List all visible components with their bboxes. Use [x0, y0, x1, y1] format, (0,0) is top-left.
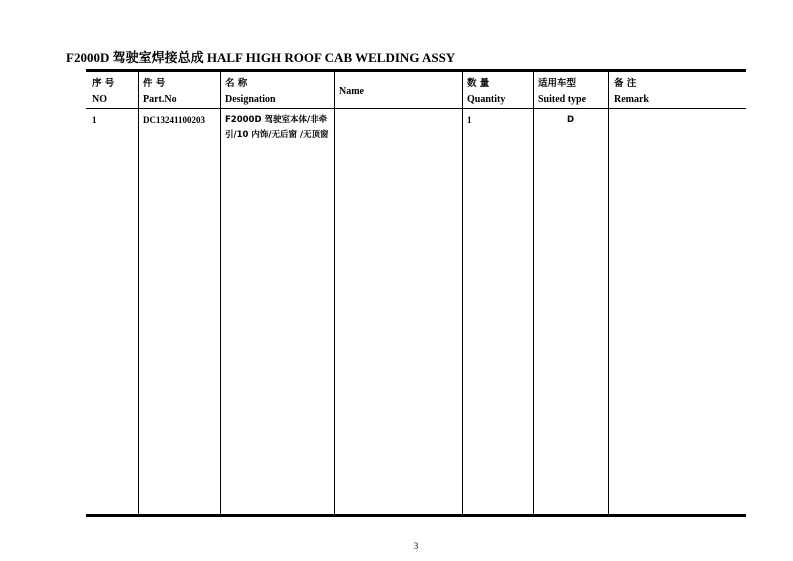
header-suited-type-en: Suited type	[538, 94, 587, 105]
header-suited-type-cn: 适用车型	[538, 78, 577, 89]
table-top-rule	[86, 69, 746, 72]
row-designation: F2000D 驾驶室本体/非牵引/10 内饰/无后窗 /无顶窗	[225, 115, 329, 140]
header-remark-cn: 备 注	[614, 78, 637, 89]
header-part-no	[143, 76, 177, 108]
header-quantity-en: Quantity	[467, 94, 506, 105]
header-remark	[614, 76, 649, 108]
table-bottom-rule	[86, 514, 746, 517]
row-suited-type: D	[567, 115, 575, 125]
header-quantity-cn: 数 量	[467, 78, 490, 89]
header-part-no-en: Part.No	[143, 94, 177, 105]
column-divider	[138, 72, 139, 514]
header-designation-en: Designation	[225, 94, 276, 105]
header-no	[92, 76, 114, 108]
header-name: Name	[339, 86, 364, 97]
column-divider	[334, 72, 335, 514]
row-part-no: DC13241100203	[143, 115, 206, 125]
table-header-rule	[86, 108, 746, 109]
header-designation-cn: 名 称	[225, 78, 248, 89]
column-divider	[462, 72, 463, 514]
header-suited-type	[538, 76, 586, 108]
header-part-no-cn: 件 号	[143, 78, 166, 89]
header-designation	[225, 76, 276, 108]
header-no-cn: 序 号	[92, 78, 115, 89]
header-quantity	[467, 76, 505, 108]
header-no-en: NO	[92, 94, 107, 105]
header-remark-en: Remark	[614, 94, 649, 105]
row-quantity: 1	[467, 115, 472, 125]
document-title: F2000D 驾驶室焊接总成 HALF HIGH ROOF CAB WELDING ASSY	[66, 50, 456, 65]
column-divider	[220, 72, 221, 514]
row-no: 1	[92, 115, 97, 125]
column-divider	[608, 72, 609, 514]
column-divider	[533, 72, 534, 514]
page-number: 3	[413, 541, 419, 551]
